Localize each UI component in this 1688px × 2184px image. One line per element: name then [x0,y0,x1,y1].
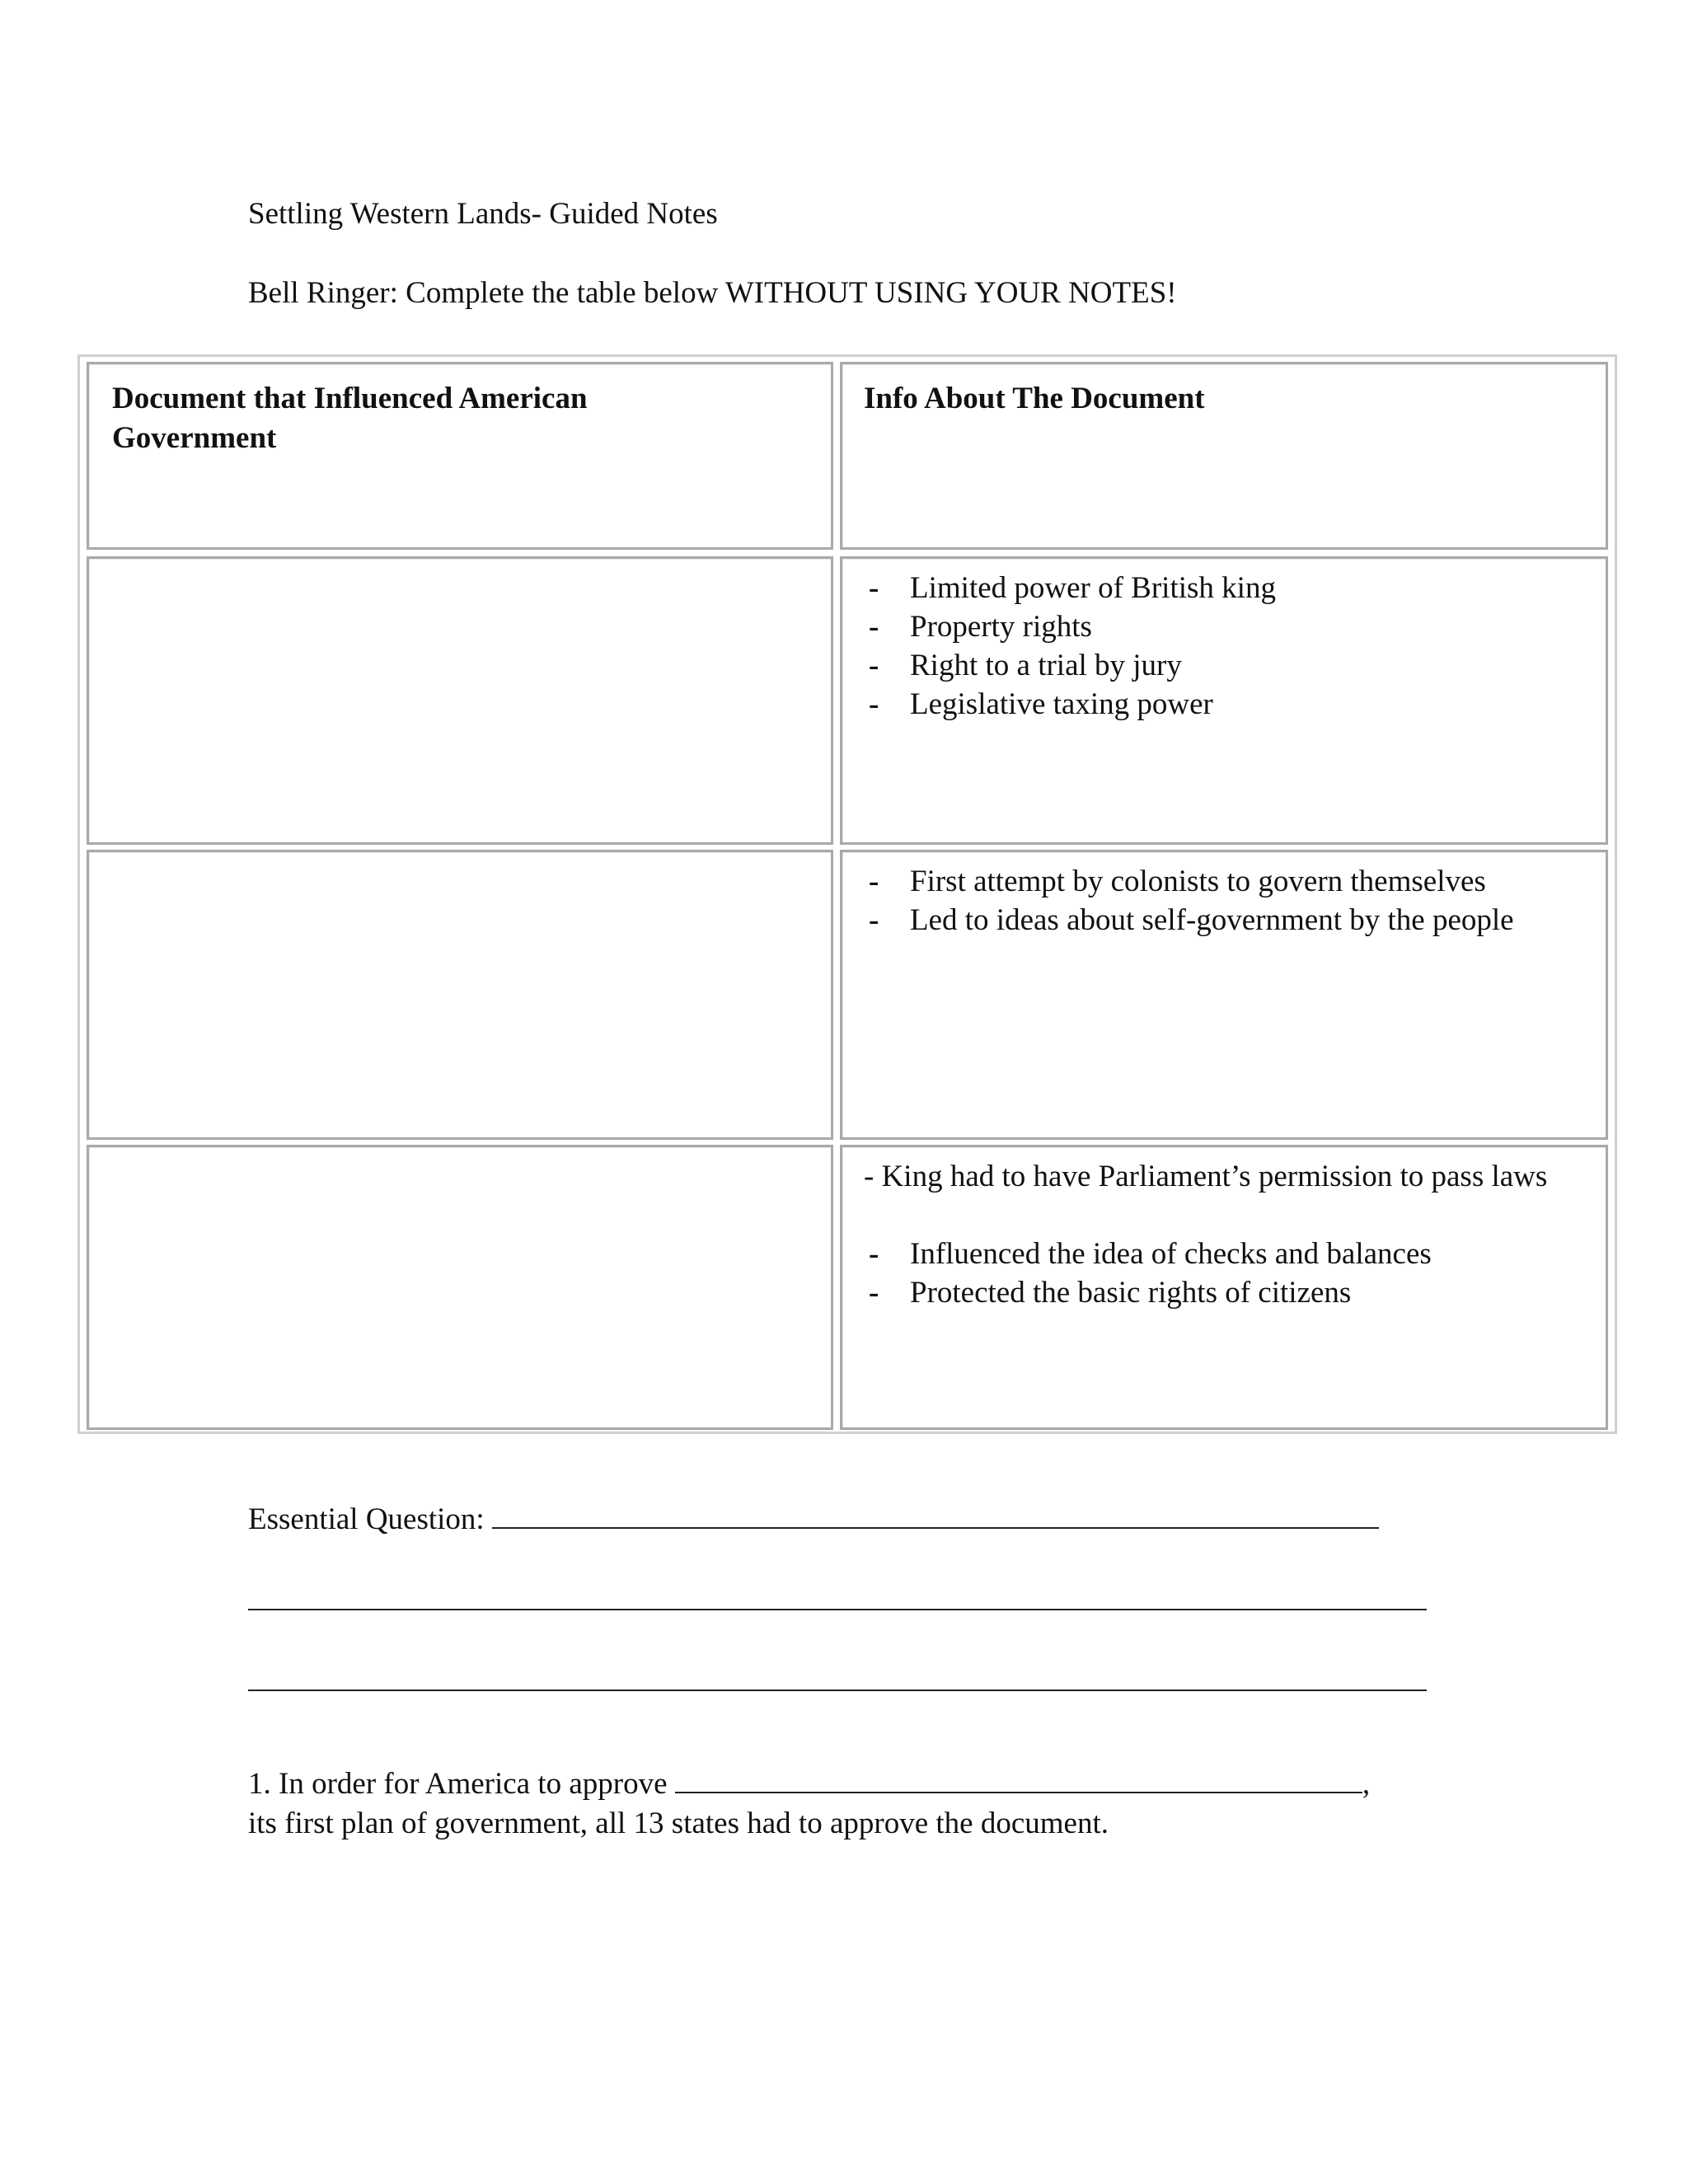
header-cell-info [840,362,1608,550]
info-list-row-2 [869,862,1569,940]
worksheet-title: Settling Western Lands- Guided Notes [248,197,718,231]
essential-question-blank-2[interactable] [248,1572,1427,1610]
bullet-dash: - [869,610,879,644]
list-item: - Right to a trial by jury [910,646,1569,685]
bullet-dash: - [869,687,879,721]
bullet-dash: - [869,571,879,605]
question-1 [248,1762,1370,1844]
essential-question [248,1497,1379,1540]
list-item: - First attempt by colonists to govern themselves [910,862,1569,901]
list-item: - Protected the basic rights of citizens [910,1273,1569,1312]
bell-ringer-table [77,354,1617,1434]
bullet-dash: - [869,1237,879,1271]
answer-cell-row-1[interactable] [87,556,833,845]
info-lead-text: - King had to have Parliament’s permission to pass laws [864,1160,1548,1193]
info-cell-row-1 [840,556,1608,845]
list-item: - Influenced the idea of checks and balances [910,1235,1569,1273]
header-cell-document [87,362,833,550]
info-list-row-1 [869,569,1569,724]
answer-cell-row-3[interactable] [87,1145,833,1430]
list-item: - Led to ideas about self-government by the people [910,901,1569,940]
list-item: - Legislative taxing power [910,685,1569,724]
info-cell-row-3 [840,1145,1608,1430]
question-1-blank[interactable] [675,1762,1362,1793]
essential-question-label: Essential Question: [248,1502,485,1536]
question-1-text: 1. In order for America to approve [248,1767,668,1801]
bullet-dash: - [869,1276,879,1310]
question-1-comma: , [1362,1767,1371,1801]
essential-question-blank-1[interactable] [492,1497,1379,1529]
essential-question-blank-3[interactable] [248,1653,1427,1691]
answer-cell-row-2[interactable] [87,850,833,1140]
column-header-info: Info About The Document [864,382,1205,415]
info-cell-row-2 [840,850,1608,1140]
bell-ringer-instructions: Bell Ringer: Complete the table below WITHOUT USING YOUR NOTES! [248,276,1177,310]
column-header-document: Document that Influenced American Government [112,382,588,455]
info-list-row-3 [869,1235,1569,1312]
list-item: - Limited power of British king [910,569,1569,607]
question-1-continuation: its first plan of government, all 13 states had to approve the document. [248,1807,1109,1840]
list-item: - Property rights [910,607,1569,646]
bullet-dash: - [869,903,879,937]
bullet-dash: - [869,649,879,682]
bullet-dash: - [869,865,879,898]
